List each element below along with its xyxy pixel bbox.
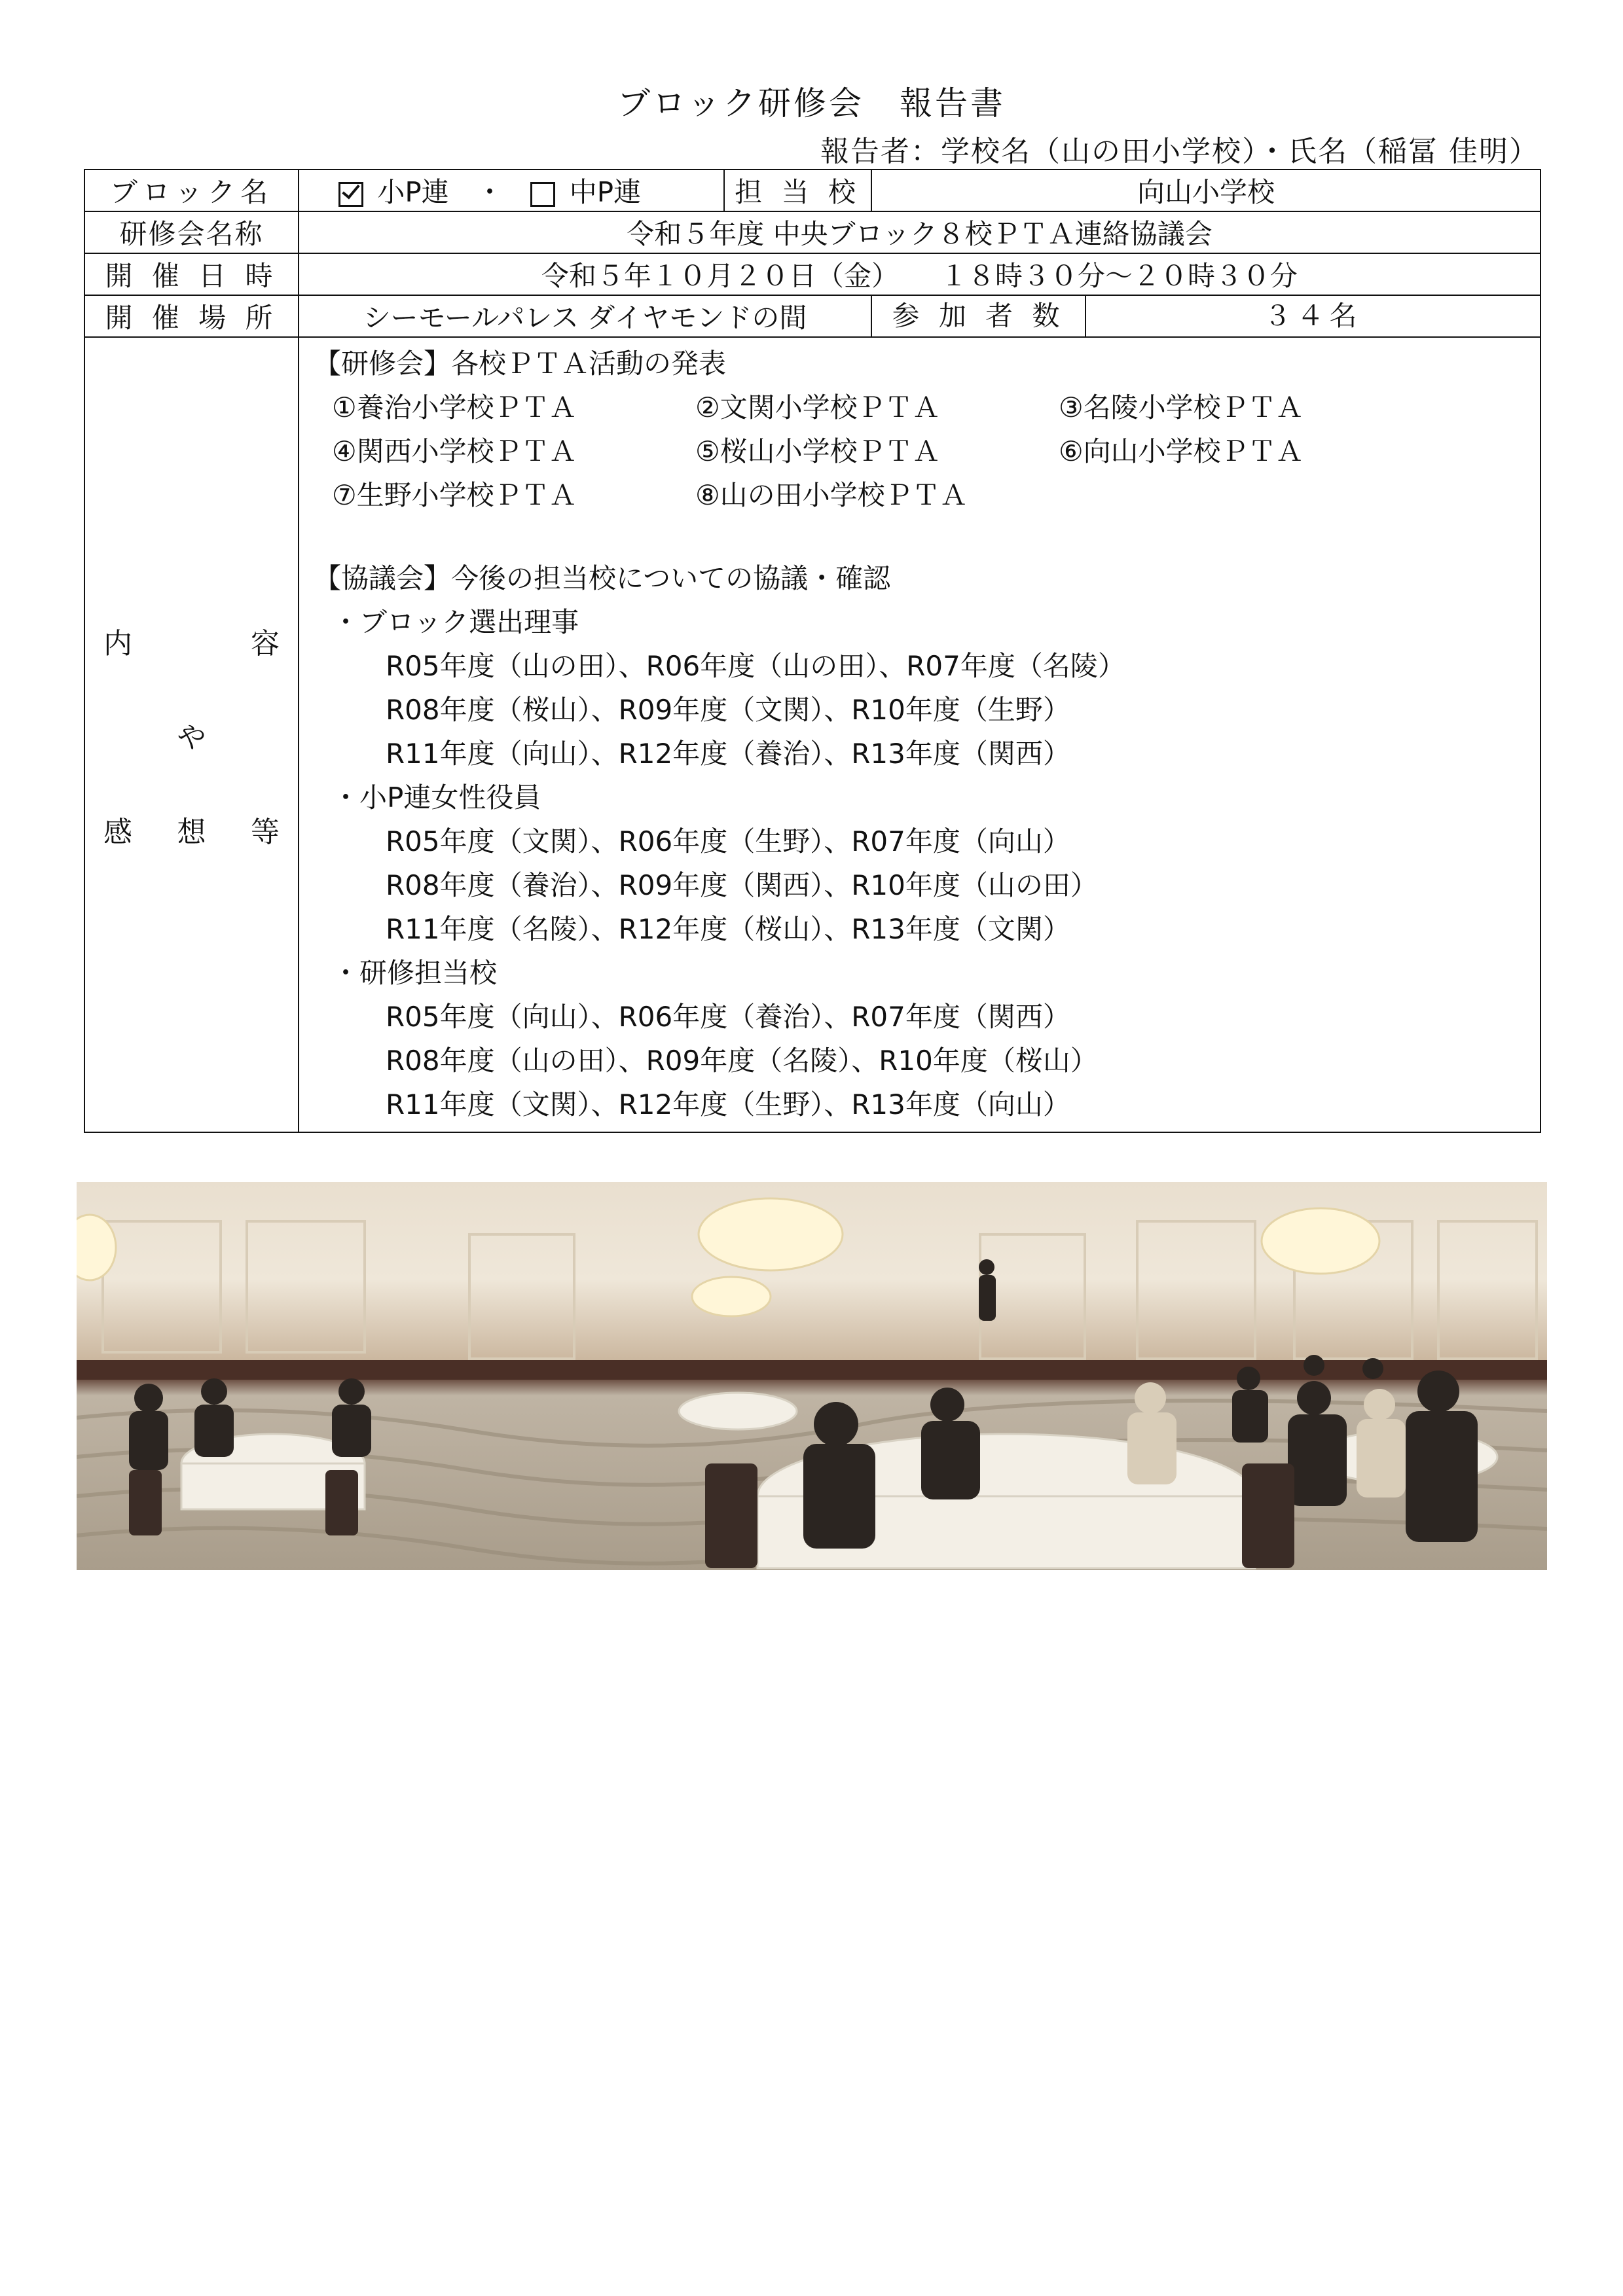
datetime-value: 令和５年１０月２０日（金） １８時３０分～２０時３０分 [299, 253, 1541, 295]
attendee-count-value: ３４名 [1264, 300, 1362, 332]
venue-value: シーモールパレス ダイヤモンドの間 [299, 295, 871, 337]
checkbox-unchecked-icon[interactable] [530, 182, 555, 207]
block-row [84, 170, 1541, 211]
schedule-line: R11年度（名陵）、R12年度（桜山）、R13年度（文関） [386, 913, 1070, 945]
banquet-hall-illustration [77, 1182, 1547, 1570]
checkbox-checked-icon[interactable] [338, 182, 363, 207]
option-chu-p: 中P連 [569, 176, 642, 208]
attendee-count-cell [871, 295, 1541, 337]
seminar-name-row [84, 211, 1541, 253]
seminar-heading: 【研修会】各校ＰＴＡ活動の発表 [314, 348, 727, 380]
chandelier-icons [77, 1198, 1379, 1316]
content-row [84, 337, 1541, 1132]
datetime-row [84, 253, 1541, 295]
schedule-line: R08年度（桜山）、R09年度（文関）、R10年度（生野） [386, 694, 1070, 726]
schedule-line: R05年度（山の田）、R06年度（山の田）、R07年度（名陵） [386, 650, 1125, 682]
option-separator: ・ [476, 176, 504, 208]
venue-row [84, 295, 1541, 337]
schedule-line: R11年度（文関）、R12年度（生野）、R13年度（向山） [386, 1088, 1070, 1121]
reporter-info: 報告者：学校名（山の田小学校）・氏名（稲冨 佳明） [820, 135, 1539, 168]
schedule-line: R08年度（山の田）、R09年度（名陵）、R10年度（桜山） [386, 1045, 1098, 1077]
block-label: ブロック名 [84, 170, 299, 211]
group-title: ・ブロック選出理事 [332, 606, 579, 638]
school-list-row: ①養治小学校ＰＴＡ ②文関小学校ＰＴＡ ③名陵小学校ＰＴＡ [332, 391, 1304, 423]
host-school-label: 担 当 校 [724, 170, 871, 211]
attendee-count-label: 参 加 者 数 [872, 296, 1086, 336]
event-photo [77, 1182, 1547, 1570]
seminar-name-label: 研修会名称 [84, 211, 299, 253]
schedule-line: R08年度（養治）、R09年度（関西）、R10年度（山の田） [386, 869, 1098, 901]
school-list-row: ⑦生野小学校ＰＴＡ ⑧山の田小学校ＰＴＡ [332, 479, 968, 511]
host-school-value: 向山小学校 [871, 170, 1541, 211]
venue-label: 開 催 場 所 [84, 295, 299, 337]
report-table [84, 169, 1541, 1133]
block-options [299, 170, 724, 211]
council-heading: 【協議会】今後の担当校についての協議・確認 [314, 562, 891, 594]
report-title: ブロック研修会 報告書 [617, 84, 1006, 122]
content-body [299, 337, 1541, 1132]
option-sho-p: 小P連 [377, 176, 449, 208]
schedule-line: R05年度（文関）、R06年度（生野）、R07年度（向山） [386, 825, 1070, 857]
group-title: ・研修担当校 [332, 957, 498, 989]
datetime-label: 開 催 日 時 [84, 253, 299, 295]
seminar-name-value: 令和５年度 中央ブロック８校ＰＴＡ連絡協議会 [299, 211, 1541, 253]
school-list-row: ④関西小学校ＰＴＡ ⑤桜山小学校ＰＴＡ ⑥向山小学校ＰＴＡ [332, 435, 1304, 467]
schedule-line: R11年度（向山）、R12年度（養治）、R13年度（関西） [386, 738, 1070, 770]
content-label: 内 容 や 感 想 等 [84, 337, 299, 1132]
schedule-line: R05年度（向山）、R06年度（養治）、R07年度（関西） [386, 1001, 1070, 1033]
group-title: ・小P連女性役員 [332, 781, 541, 814]
